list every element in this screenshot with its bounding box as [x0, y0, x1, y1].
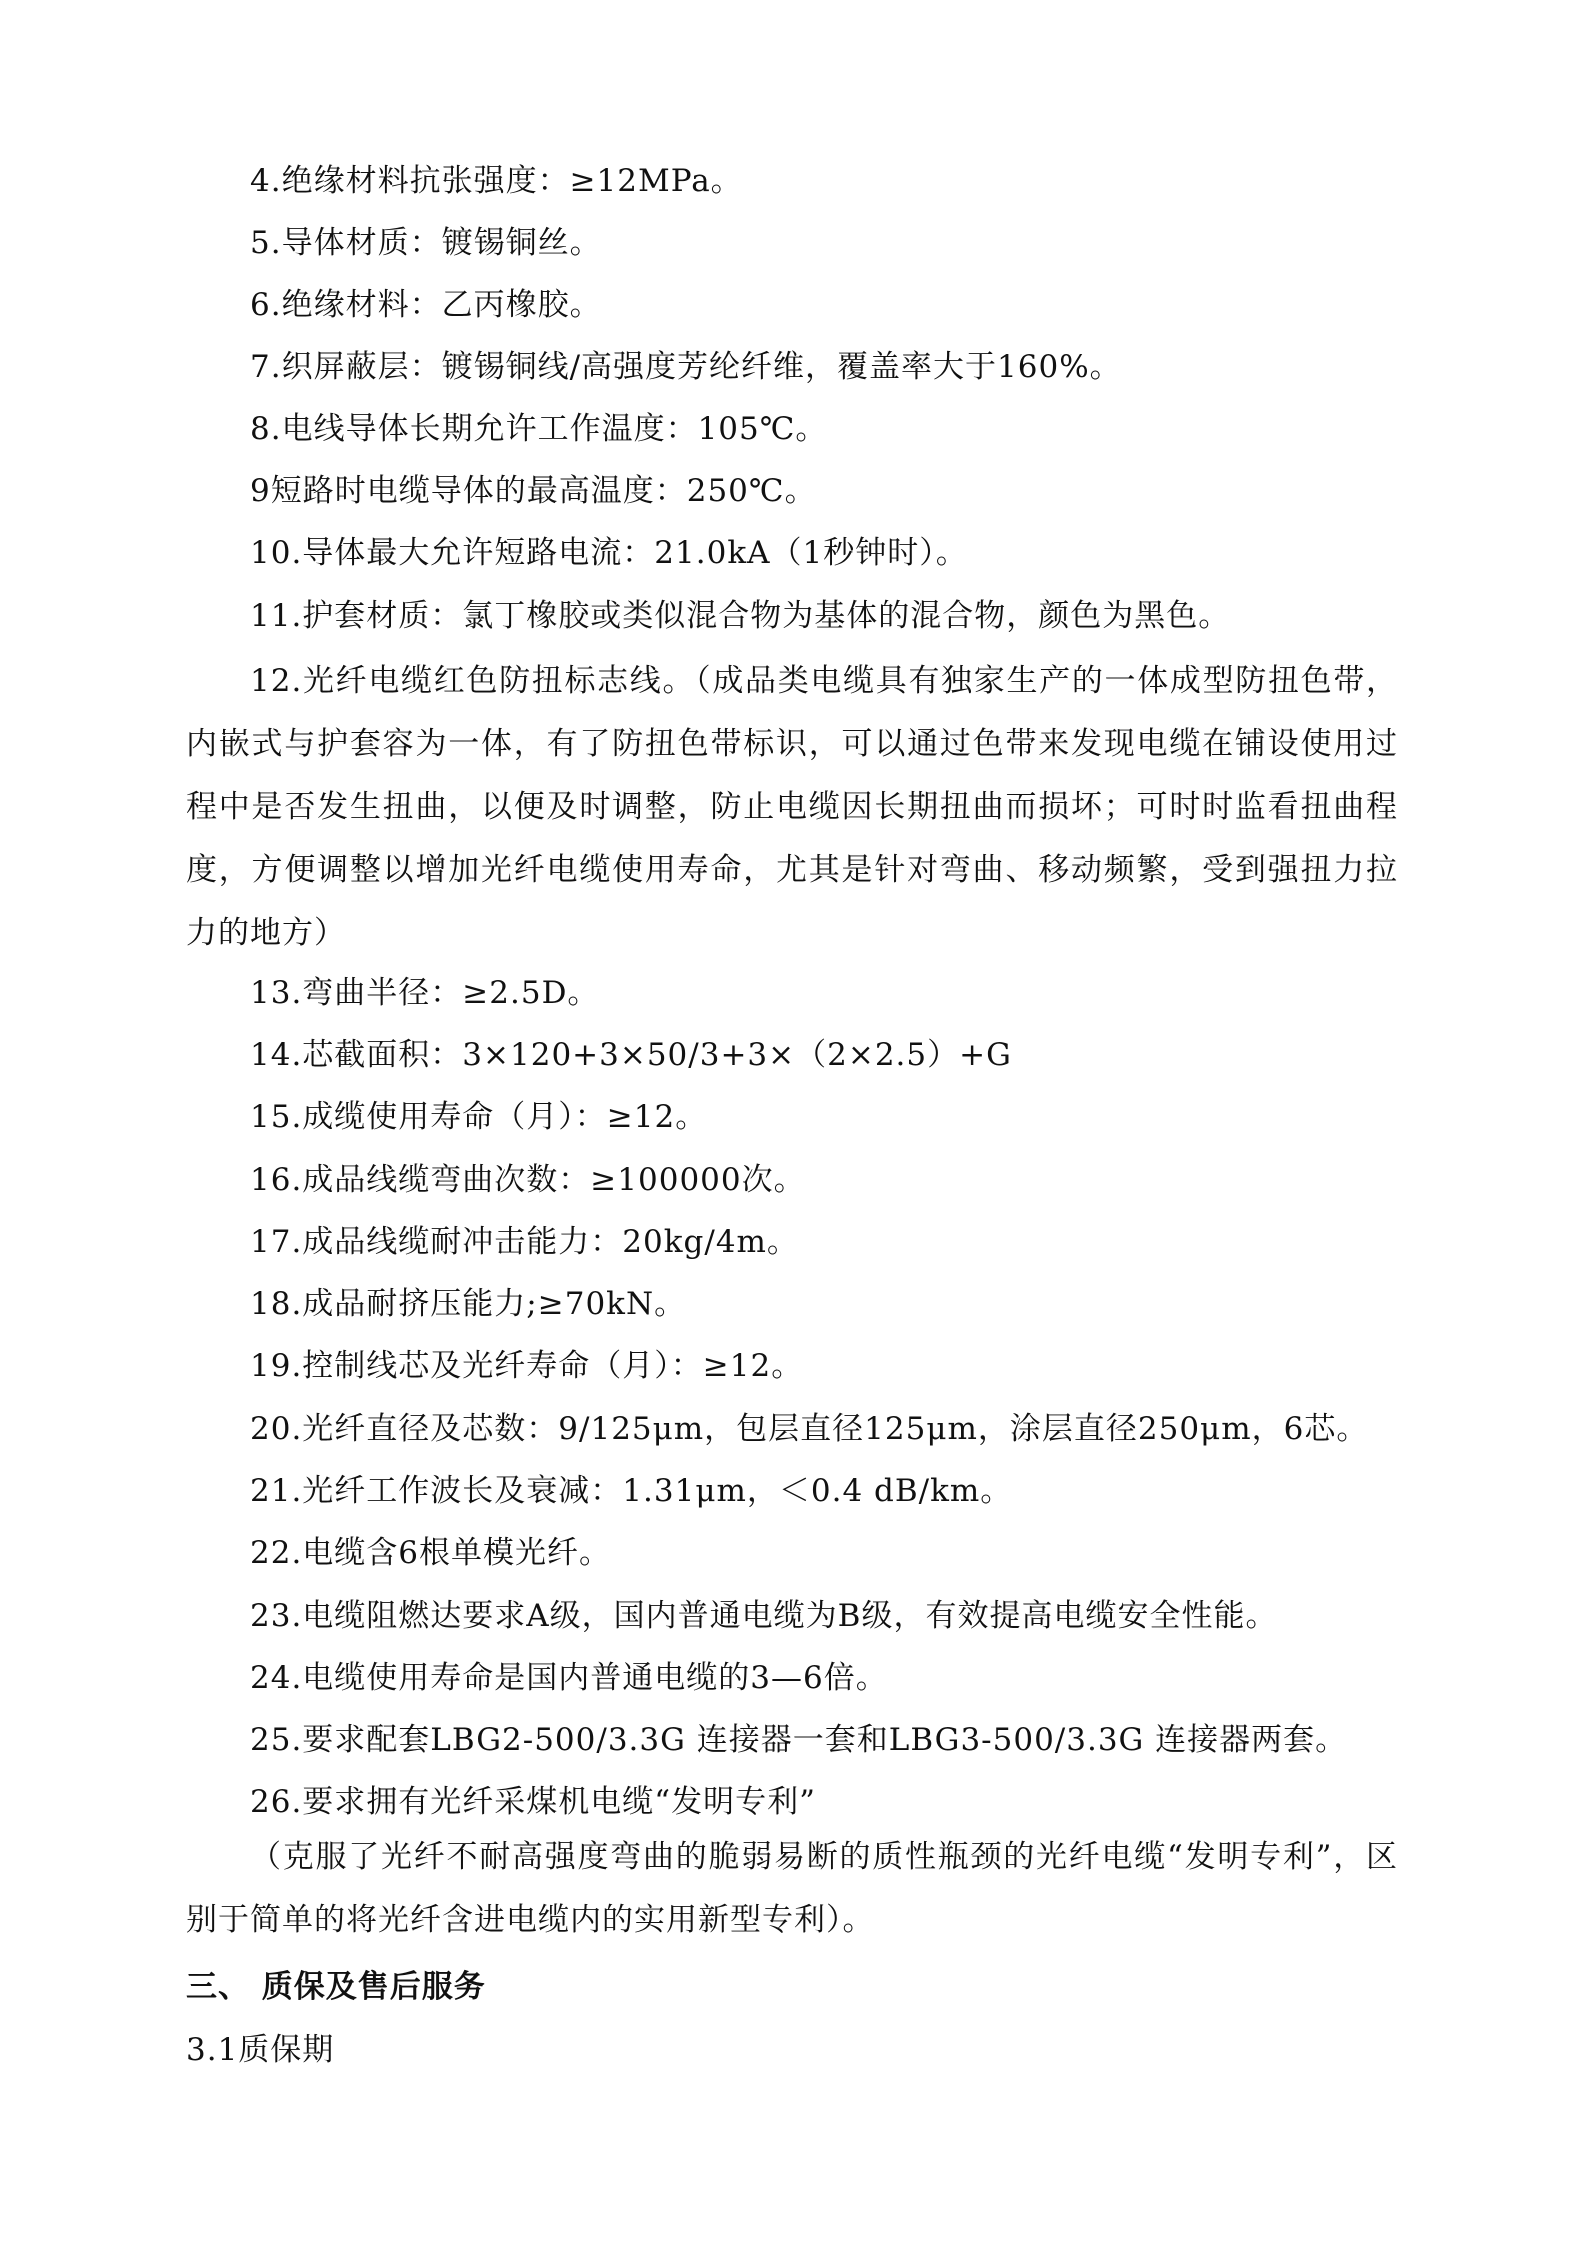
- section-3-heading: 三、 质保及售后服务: [186, 1969, 486, 2005]
- spec-item-19: 19.控制线芯及光纤寿命（月）：≥12。: [250, 1348, 804, 1384]
- spec-item-24: 24.电缆使用寿命是国内普通电缆的3—6倍。: [250, 1660, 888, 1696]
- spec-item-5: 5.导体材质：镀锡铜丝。: [250, 225, 602, 261]
- spec-item-15: 15.成缆使用寿命（月）：≥12。: [250, 1099, 708, 1135]
- spec-item-10: 10.导体最大允许短路电流：21.0kA（1秒钟时）。: [250, 535, 968, 571]
- section-3-1-heading: 3.1质保期: [186, 2032, 335, 2068]
- spec-item-16: 16.成品线缆弯曲次数：≥100000次。: [250, 1162, 806, 1198]
- spec-item-25: 25.要求配套LBG2-500/3.3G 连接器一套和LBG3-500/3.3G 连接器两套。: [250, 1722, 1348, 1758]
- spec-item-22: 22.电缆含6根单模光纤。: [250, 1535, 612, 1571]
- spec-item-9: 9短路时电缆导体的最高温度：250℃。: [250, 473, 817, 509]
- spec-item-21: 21.光纤工作波长及衰减：1.31μm，＜0.4 dB/km。: [250, 1473, 1013, 1509]
- spec-item-23: 23.电缆阻燃达要求A级，国内普通电缆为B级，有效提高电缆安全性能。: [250, 1598, 1278, 1634]
- spec-item-12-paragraph: 12.光纤电缆红色防扭标志线。（成品类电缆具有独家生产的一体成型防扭色带，内嵌式与护套容为一体，有了防扭色带标识，可以通过色带来发现电缆在铺设使用过程中是否发生扭曲，以便及时调整，防止电缆因长期扭曲而损坏；可时时监看扭曲程度，方便调整以增加光纤电缆使用寿命，尤其是针对弯曲、移动频繁，受到强扭力拉力的地方）: [186, 663, 1398, 951]
- spec-item-20: 20.光纤直径及芯数：9/125μm，包层直径125μm，涂层直径250μm，6芯。: [250, 1411, 1369, 1447]
- spec-item-11: 11.护套材质：氯丁橡胶或类似混合物为基体的混合物，颜色为黑色。: [250, 598, 1231, 634]
- spec-item-4: 4.绝缘材料抗张强度：≥12MPa。: [250, 163, 743, 199]
- spec-item-7: 7.织屏蔽层：镀锡铜线/高强度芳纶纤维，覆盖率大于160%。: [250, 349, 1122, 385]
- spec-item-17: 17.成品线缆耐冲击能力：20kg/4m。: [250, 1224, 799, 1260]
- spec-item-14: 14.芯截面积：3×120+3×50/3+3×（2×2.5）+G: [250, 1037, 1012, 1073]
- patent-note-paragraph: （克服了光纤不耐高强度弯曲的脆弱易断的质性瓶颈的光纤电缆“发明专利”，区别于简单的将光纤含进电缆内的实用新型专利）。: [186, 1839, 1398, 1938]
- spec-item-8: 8.电线导体长期允许工作温度：105℃。: [250, 411, 828, 447]
- spec-item-6: 6.绝缘材料：乙丙橡胶。: [250, 287, 602, 323]
- spec-item-26: 26.要求拥有光纤采煤机电缆“发明专利”: [250, 1784, 816, 1820]
- spec-item-18: 18.成品耐挤压能力;≥70kN。: [250, 1286, 687, 1322]
- spec-item-13: 13.弯曲半径：≥2.5D。: [250, 975, 600, 1011]
